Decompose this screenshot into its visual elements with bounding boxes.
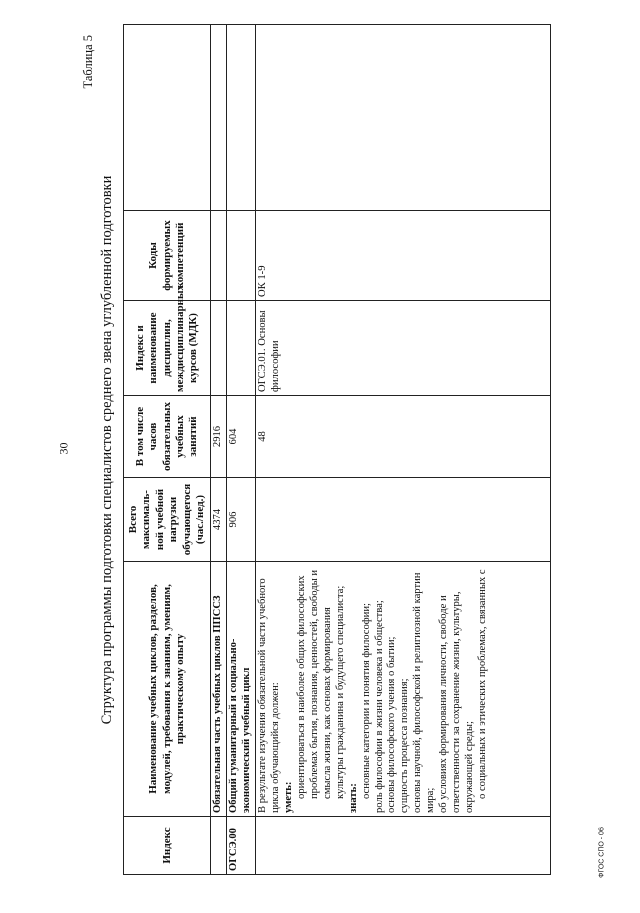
table-title: Структура программы подготовки специалистов среднего звена углубленной подготовки (99, 175, 115, 725)
header-name: Наименование учебных циклов, разделов, модулей, требования к знаниям, умениям, практическому опыту (124, 562, 211, 817)
requirements-intro: В результате изучения обязательной части учебного цикла обучающийся должен: (257, 578, 282, 813)
knowledge-heading: знать: (347, 783, 359, 813)
ogse-hours: 604 (227, 396, 256, 478)
mandatory-part-total: 4374 (211, 478, 227, 562)
table-caption: Таблица 5 (81, 35, 95, 89)
header-row (124, 25, 211, 875)
ogse-label: Общий гуманитарный и социально-экономический учебный цикл (227, 562, 256, 817)
header-discipline: Индекс и наименование дисциплин, междисциплинарных курсов (МДК) (124, 301, 211, 396)
philosophy-competencies: ОК 1-9 (256, 211, 551, 301)
mandatory-part-hours: 2916 (211, 396, 227, 478)
mandatory-part-label: Обязательная часть учебных циклов ППССЗ (211, 562, 227, 817)
knowledge-item: о социальных и этических проблемах, связанных с (476, 569, 488, 799)
knowledge-item: сущность процесса познания; (399, 678, 411, 813)
program-structure-table (123, 24, 551, 875)
knowledge-item: основы научной, философской и религиозной картин мира; (412, 572, 437, 813)
philosophy-row (256, 25, 551, 875)
knowledge-item: об условиях формирования личности, свободе и ответственности за сохранение жизни, культуры, окружающей среды; (438, 591, 475, 813)
header-total: Всего максималь-ной учебной нагрузки обучающегося (час./нед.) (124, 478, 211, 562)
skill-item: ориентироваться в наиболее общих философских проблемах бытия, познания, ценностей, свободы и смысла жизни, как основах формирования культуры гражданина и будущего специалиста; (295, 569, 346, 799)
skills-heading: уметь: (283, 781, 295, 813)
philosophy-blank (256, 25, 551, 211)
philosophy-hours: 48 (256, 396, 551, 478)
header-competencies: Коды формируемых компетенций (124, 211, 211, 301)
header-mandatory: В том числе часов обязательных учебных занятий (124, 396, 211, 478)
ogse-competencies (227, 211, 256, 301)
page-number: 30 (56, 442, 71, 455)
mandatory-part-index (211, 817, 227, 875)
footer-stamp: ФГОС СПО - 06 (598, 827, 606, 878)
knowledge-item: роль философии в жизни человека и общества; (373, 600, 385, 813)
knowledge-item: основные категории и понятия философии; (360, 603, 372, 799)
mandatory-part-competencies (211, 211, 227, 301)
philosophy-index (256, 817, 551, 875)
ogse-total: 906 (227, 478, 256, 562)
ogse-blank (227, 25, 256, 211)
philosophy-discipline: ОГСЭ.01. Основы философии (256, 301, 551, 396)
ogse-row (227, 25, 256, 875)
philosophy-requirements (256, 562, 551, 817)
mandatory-part-row (211, 25, 227, 875)
ogse-index: ОГСЭ.00 (227, 817, 256, 875)
knowledge-item: основы философского учения о бытии; (386, 636, 398, 813)
landscape-content (80, 25, 600, 875)
mandatory-part-blank (211, 25, 227, 211)
header-index: Индекс (124, 817, 211, 875)
philosophy-total (256, 478, 551, 562)
ogse-discipline (227, 301, 256, 396)
mandatory-part-discipline (211, 301, 227, 396)
header-blank-cell (124, 25, 211, 211)
